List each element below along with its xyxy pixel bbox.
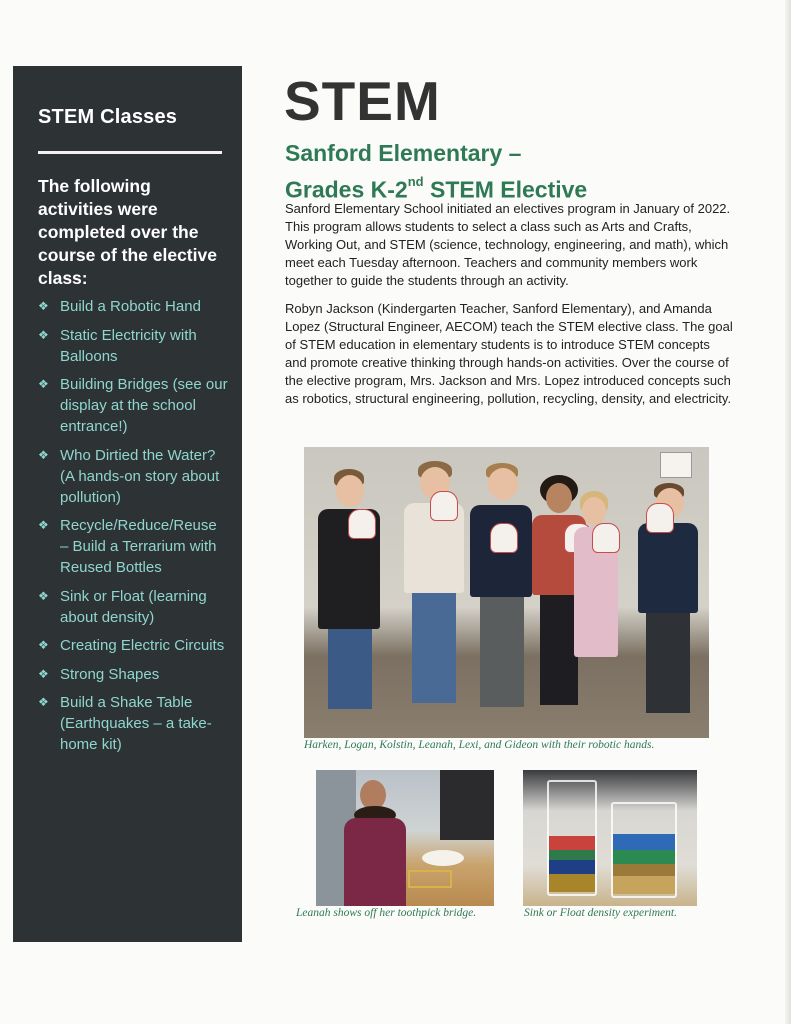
sidebar-divider xyxy=(38,151,222,154)
diamond-bullet-icon: ❖ xyxy=(38,695,49,709)
list-item xyxy=(38,692,228,755)
list-item xyxy=(38,445,228,508)
student-figure xyxy=(468,463,534,729)
activity-label: Build a Robotic Hand xyxy=(60,298,201,315)
subtitle-grades: Grades K-2 xyxy=(285,176,408,203)
list-item xyxy=(38,374,228,437)
page-title: STEM xyxy=(284,70,441,132)
subtitle-superscript: nd xyxy=(407,174,424,189)
activity-label: Build a Shake Table (Earthquakes – a take-home kit) xyxy=(60,694,212,753)
diamond-bullet-icon: ❖ xyxy=(38,299,49,313)
activity-label: Creating Electric Circuits xyxy=(60,637,225,654)
list-item xyxy=(38,635,228,656)
student-figure xyxy=(568,491,622,727)
sidebar-intro: The following activities were completed over the course of the elective class: xyxy=(38,176,217,288)
activity-list xyxy=(38,296,228,763)
group-photo xyxy=(304,447,709,738)
subtitle-elective: STEM Elective xyxy=(423,176,588,203)
article-subtitle xyxy=(285,138,725,206)
page-edge xyxy=(785,0,791,1024)
density-photo-caption: Sink or Float density experiment. xyxy=(524,907,677,919)
sidebar-title: STEM Classes xyxy=(38,106,178,128)
diamond-bullet-icon: ❖ xyxy=(38,588,49,603)
activity-label: Who Dirtied the Water? (A hands-on story about pollution) xyxy=(60,446,220,506)
diamond-bullet-icon: ❖ xyxy=(38,518,49,532)
student-figure xyxy=(312,469,382,729)
activity-label: Static Electricity with Balloons xyxy=(60,326,197,365)
group-photo-caption: Harken, Logan, Kolstin, Leanah, Lexi, and Gideon with their robotic hands. xyxy=(304,739,655,751)
activity-label: Recycle/Reduce/Reuse – Build a Terrarium with Reused Bottles xyxy=(60,517,217,576)
list-item xyxy=(38,515,228,578)
sidebar xyxy=(13,66,242,942)
list-item xyxy=(38,586,228,628)
list-item xyxy=(38,325,228,367)
student-figure xyxy=(632,483,702,729)
bridge-photo-caption: Leanah shows off her toothpick bridge. xyxy=(296,907,477,919)
activity-label: Strong Shapes xyxy=(60,665,160,683)
activity-label: Sink or Float (learning about density) xyxy=(60,587,207,626)
density-photo xyxy=(523,770,697,906)
teachers-paragraph: Robyn Jackson (Kindergarten Teacher, Sanford Elementary), and Amanda Lopez (Structural Engineer, AECOM) teach the STEM elective class. The goal of STEM education in elementary students is to introduce STEM concepts and promote creative thinking through hands-on activities. Over the course of the elective program, Mrs. Jackson and Mrs. Lopez introduced concepts such as robotics, structural engineering, pollution, recycling, density, and electricity. xyxy=(285,301,733,406)
list-item xyxy=(38,296,228,317)
bridge-photo xyxy=(316,770,494,906)
wall-sign xyxy=(660,452,692,478)
diamond-bullet-icon: ❖ xyxy=(38,327,49,342)
activity-label: Building Bridges (see our display at the school entrance!) xyxy=(60,376,228,435)
diamond-bullet-icon: ❖ xyxy=(38,666,49,681)
intro-paragraph: Sanford Elementary School initiated an electives program in January of 2022. This program allows students to select a class such as Arts and Crafts, Working Out, and STEM (science, technology, engineering, and math), which meet each Tuesday afternoon. Teachers and community members work together to guide the students through an activity. xyxy=(285,201,731,288)
diamond-bullet-icon: ❖ xyxy=(38,377,49,391)
list-item xyxy=(38,664,228,685)
diamond-bullet-icon: ❖ xyxy=(38,447,49,462)
diamond-bullet-icon: ❖ xyxy=(38,638,49,652)
subtitle-line-1: Sanford Elementary – xyxy=(285,140,522,166)
student-figure xyxy=(400,461,466,729)
